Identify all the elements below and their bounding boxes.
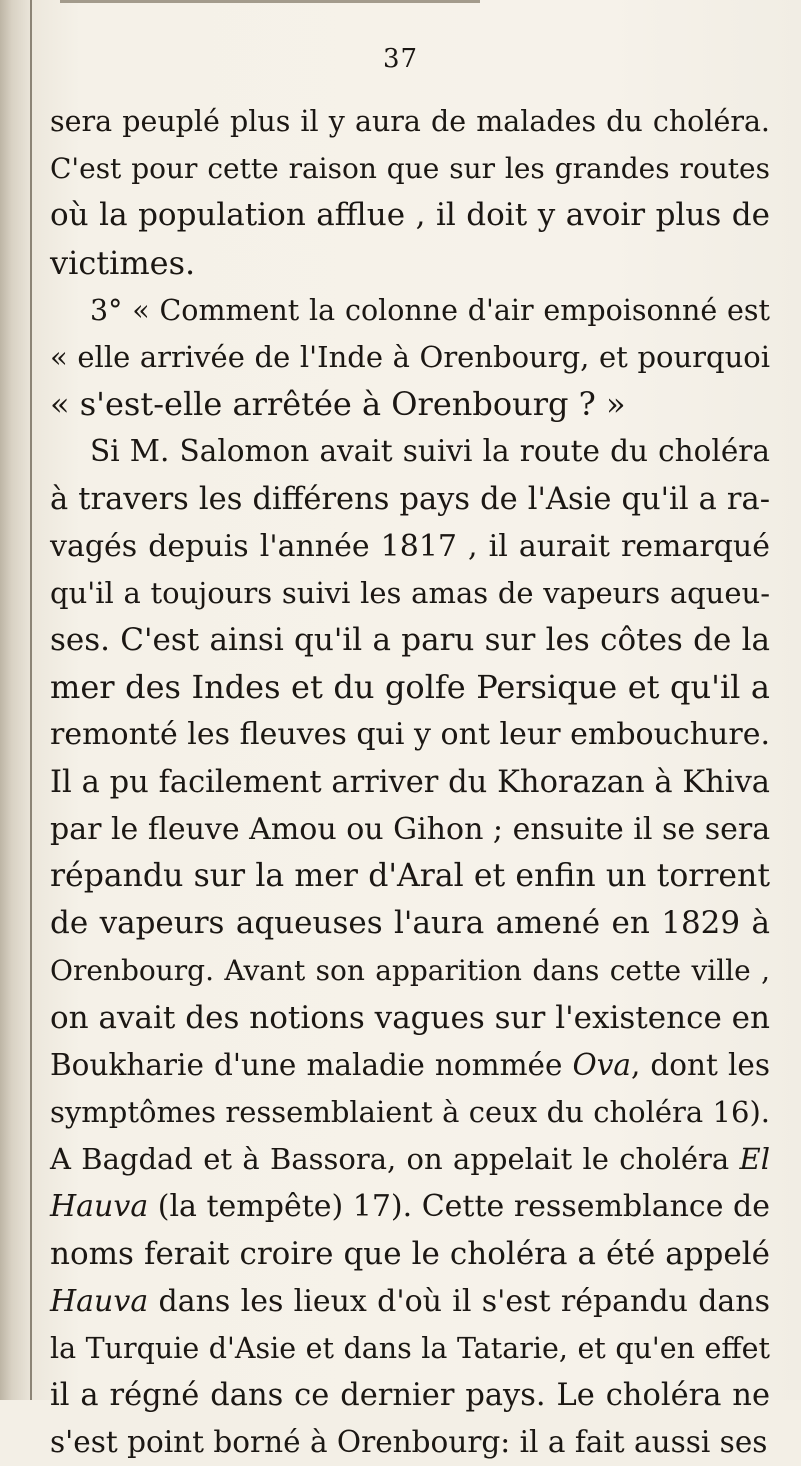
text-line: mer des Indes et du golfe Persique et qu'il a — [50, 668, 770, 707]
text-line: ses. C'est ainsi qu'il a paru sur les côtes de la — [50, 622, 770, 659]
page-number: 37 — [382, 44, 419, 74]
text-line: « s'est-elle arrêtée à Orenbourg ? » — [50, 385, 626, 424]
text-line: Orenbourg. Avant son apparition dans cette ville , — [50, 954, 770, 988]
top-edge-shadow — [60, 0, 480, 3]
text-line: sera peuplé plus il y aura de malades du choléra. — [50, 105, 770, 138]
text-line: la Turquie d'Asie et dans la Tatarie, et qu'en effet — [50, 1331, 770, 1365]
text-line: « elle arrivée de l'Inde à Orenbourg, et pourquoi — [50, 339, 770, 374]
text-line: s'est point borné à Orenbourg: il a fait aussi ses — [50, 1425, 768, 1460]
text-line: à travers les différens pays de l'Asie qu'il a ra- — [50, 481, 770, 517]
text-line: Il a pu facilement arriver du Khorazan à Khiva — [50, 764, 770, 800]
text-line: où la population afflue , il doit y avoir plus de — [50, 197, 770, 234]
text-line: Si M. Salomon avait suivi la route du choléra — [90, 434, 770, 469]
text-line: Hauva dans les lieux d'où il s'est répandu dans — [50, 1283, 770, 1319]
text-line: Boukharie d'une maladie nommée Ova, dont les — [50, 1047, 770, 1082]
text-line: victimes. — [50, 243, 196, 282]
text-line: qu'il a toujours suivi les amas de vapeurs aqueu- — [50, 575, 770, 610]
body-text — [50, 98, 770, 1466]
gutter-line — [30, 0, 32, 1400]
text-line: on avait des notions vagues sur l'existence en — [50, 999, 770, 1036]
text-line: répandu sur la mer d'Aral et enfin un torrent — [50, 858, 770, 894]
text-line: remonté les fleuves qui y ont leur embouchure. — [50, 717, 770, 753]
text-line: il a régné dans ce dernier pays. Le choléra ne — [50, 1378, 770, 1414]
page-binding-edge — [0, 0, 30, 1400]
text-line: C'est pour cette raison que sur les grandes routes — [50, 152, 770, 186]
text-line: Hauva (la tempête) 17). Cette ressemblance de — [50, 1189, 770, 1225]
text-line: vagés depuis l'année 1817 , il aurait remarqué — [50, 528, 770, 564]
text-line: symptômes ressemblaient à ceux du choléra 16). — [50, 1094, 770, 1129]
text-line: A Bagdad et à Bassora, on appelait le choléra El — [50, 1142, 770, 1177]
text-line: 3° « Comment la colonne d'air empoisonné est — [90, 293, 770, 327]
text-line: de vapeurs aqueuses l'aura amené en 1829 à — [50, 905, 770, 942]
text-line: par le fleuve Amou ou Gihon ; ensuite il se sera — [50, 811, 771, 847]
text-line: noms ferait croire que le choléra a été appelé — [50, 1235, 770, 1272]
